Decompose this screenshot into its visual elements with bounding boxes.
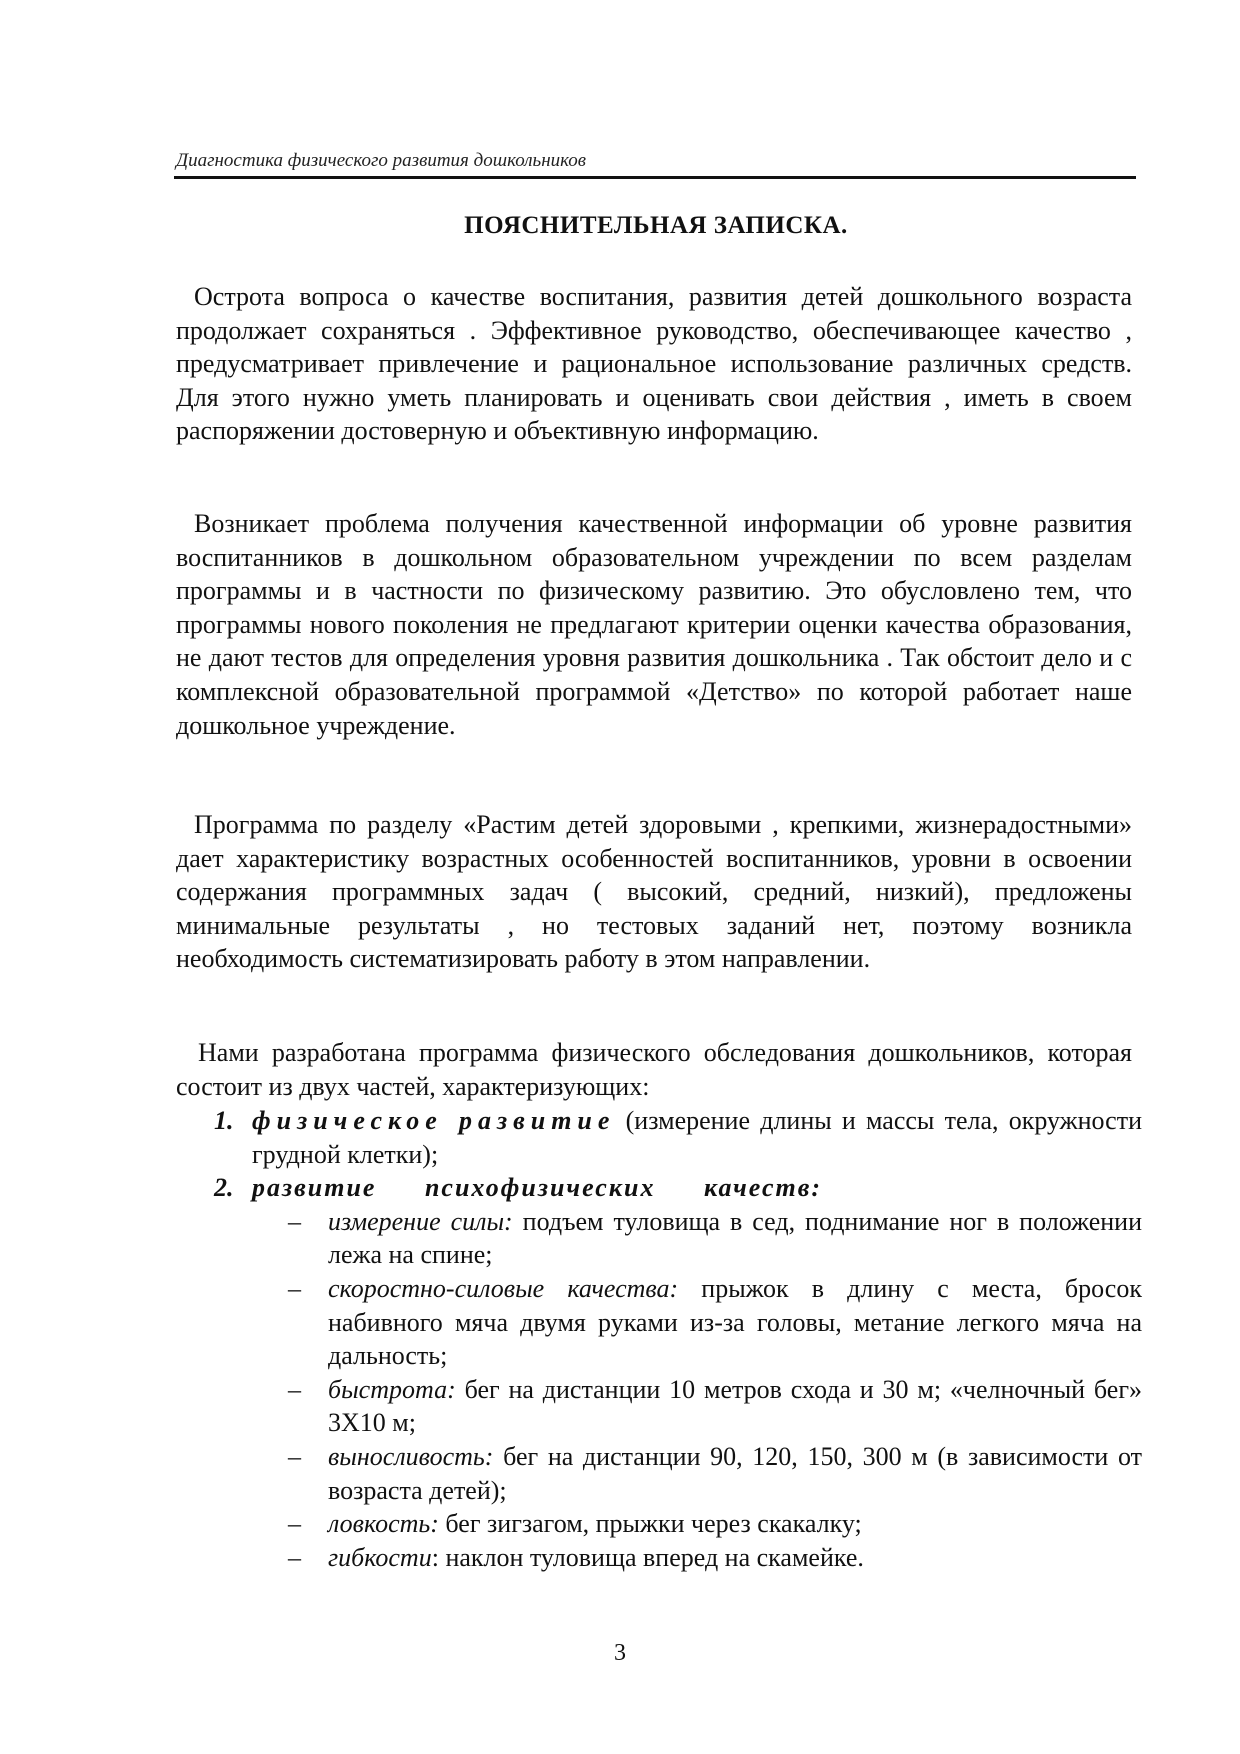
dash-marker: – xyxy=(288,1441,301,1471)
sublist-term: ловкость: xyxy=(328,1509,439,1539)
list-text: (измерение длины и массы тела, окружности грудной клетки); xyxy=(252,1106,1143,1169)
sublist-text: : наклон туловища вперед на скамейке. xyxy=(431,1542,864,1572)
paragraph-text: Нами разработана программа физического обследования дошкольников, которая состоит из двух частей, характеризующих: xyxy=(176,1038,1132,1101)
sublist-term: скоростно-силовые качества: xyxy=(328,1273,679,1303)
list-number: 2. xyxy=(214,1173,234,1203)
dash-marker: – xyxy=(288,1206,301,1236)
paragraph-text: Программа по разделу «Растим детей здоровыми , крепкими, жизнерадостными» дает характеристику возрастных особенностей воспитанников, уровни в освоении содержания программных задач ( высокий, средний, низкий), предложены минимальные результаты , но тестовых заданий нет, поэтому возникла необходимость систематизировать работу в этом направлении. xyxy=(176,810,1132,974)
list-number: 1. xyxy=(214,1106,234,1135)
sublist-text: бег на дистанции 90, 120, 150, 300 м (в зависимости от возраста детей); xyxy=(328,1441,1142,1505)
paragraph-2 xyxy=(176,507,1132,742)
sublist-term: гибкости xyxy=(328,1542,432,1572)
program-parts-list xyxy=(176,1104,1142,1574)
sublist-term: быстрота: xyxy=(328,1374,456,1404)
sublist-item xyxy=(252,1507,1142,1541)
sublist-item xyxy=(252,1440,1142,1507)
list-term: физическое развитие xyxy=(252,1106,616,1135)
dash-marker: – xyxy=(288,1374,301,1404)
paragraph-text: Возникает проблема получения качественной информации об уровне развития воспитанников в дошкольном образовательном учреждении по всем разделам программы и в частности по физическому развитию. Это обусловлено тем, что программы нового поколения не предлагают критерии оценки качества образования, не дают тестов для определения уровня развития дошкольника . Так обстоит дело и с комплексной образовательной программой «Детство» по которой работает наше дошкольное учреждение. xyxy=(176,509,1132,740)
list-item-2 xyxy=(176,1171,1142,1574)
running-header: Диагностика физического развития дошкольников xyxy=(176,150,587,171)
page-number: 3 xyxy=(614,1640,626,1666)
paragraph-text: Острота вопроса о качестве воспитания, развития детей дошкольного возраста продолжает сохраняться . Эффективное руководство, обеспечивающее качество , предусматривает привлечение и рациональное использование различных средств. Для этого нужно уметь планировать и оценивать свои действия , иметь в своем распоряжении достоверную и объективную информацию. xyxy=(176,282,1132,446)
sublist-text: бег на дистанции 10 метров схода и 30 м; «челночный бег» 3Х10 м; xyxy=(328,1374,1142,1438)
list-item-1 xyxy=(176,1104,1142,1171)
sublist-text: бег зигзагом, прыжки через скакалку; xyxy=(438,1509,862,1539)
sublist-term: измерение силы: xyxy=(328,1206,513,1236)
qualities-sublist xyxy=(252,1205,1142,1575)
paragraph-1 xyxy=(176,280,1132,448)
paragraph-3 xyxy=(176,808,1132,976)
dash-marker: – xyxy=(288,1509,301,1539)
dash-marker: – xyxy=(288,1273,301,1303)
sublist-text: подъем туловища в сед, поднимание ног в положении лежа на спине; xyxy=(328,1206,1142,1270)
sublist-item xyxy=(252,1205,1142,1272)
sublist-item xyxy=(252,1373,1142,1440)
header-rule xyxy=(174,176,1136,179)
dash-marker: – xyxy=(288,1542,301,1572)
sublist-item xyxy=(252,1272,1142,1373)
paragraph-4 xyxy=(176,1036,1132,1103)
sublist-term: выносливость: xyxy=(328,1441,494,1471)
sublist-text: прыжок в длину с места, бросок набивного мяча двумя руками из-за головы, метание легкого мяча на дальность; xyxy=(328,1273,1142,1371)
list-term: развитие психофизических качеств: xyxy=(252,1173,823,1203)
sublist-item xyxy=(252,1541,1142,1575)
page-title: ПОЯСНИТЕЛЬНАЯ ЗАПИСКА. xyxy=(464,212,848,239)
